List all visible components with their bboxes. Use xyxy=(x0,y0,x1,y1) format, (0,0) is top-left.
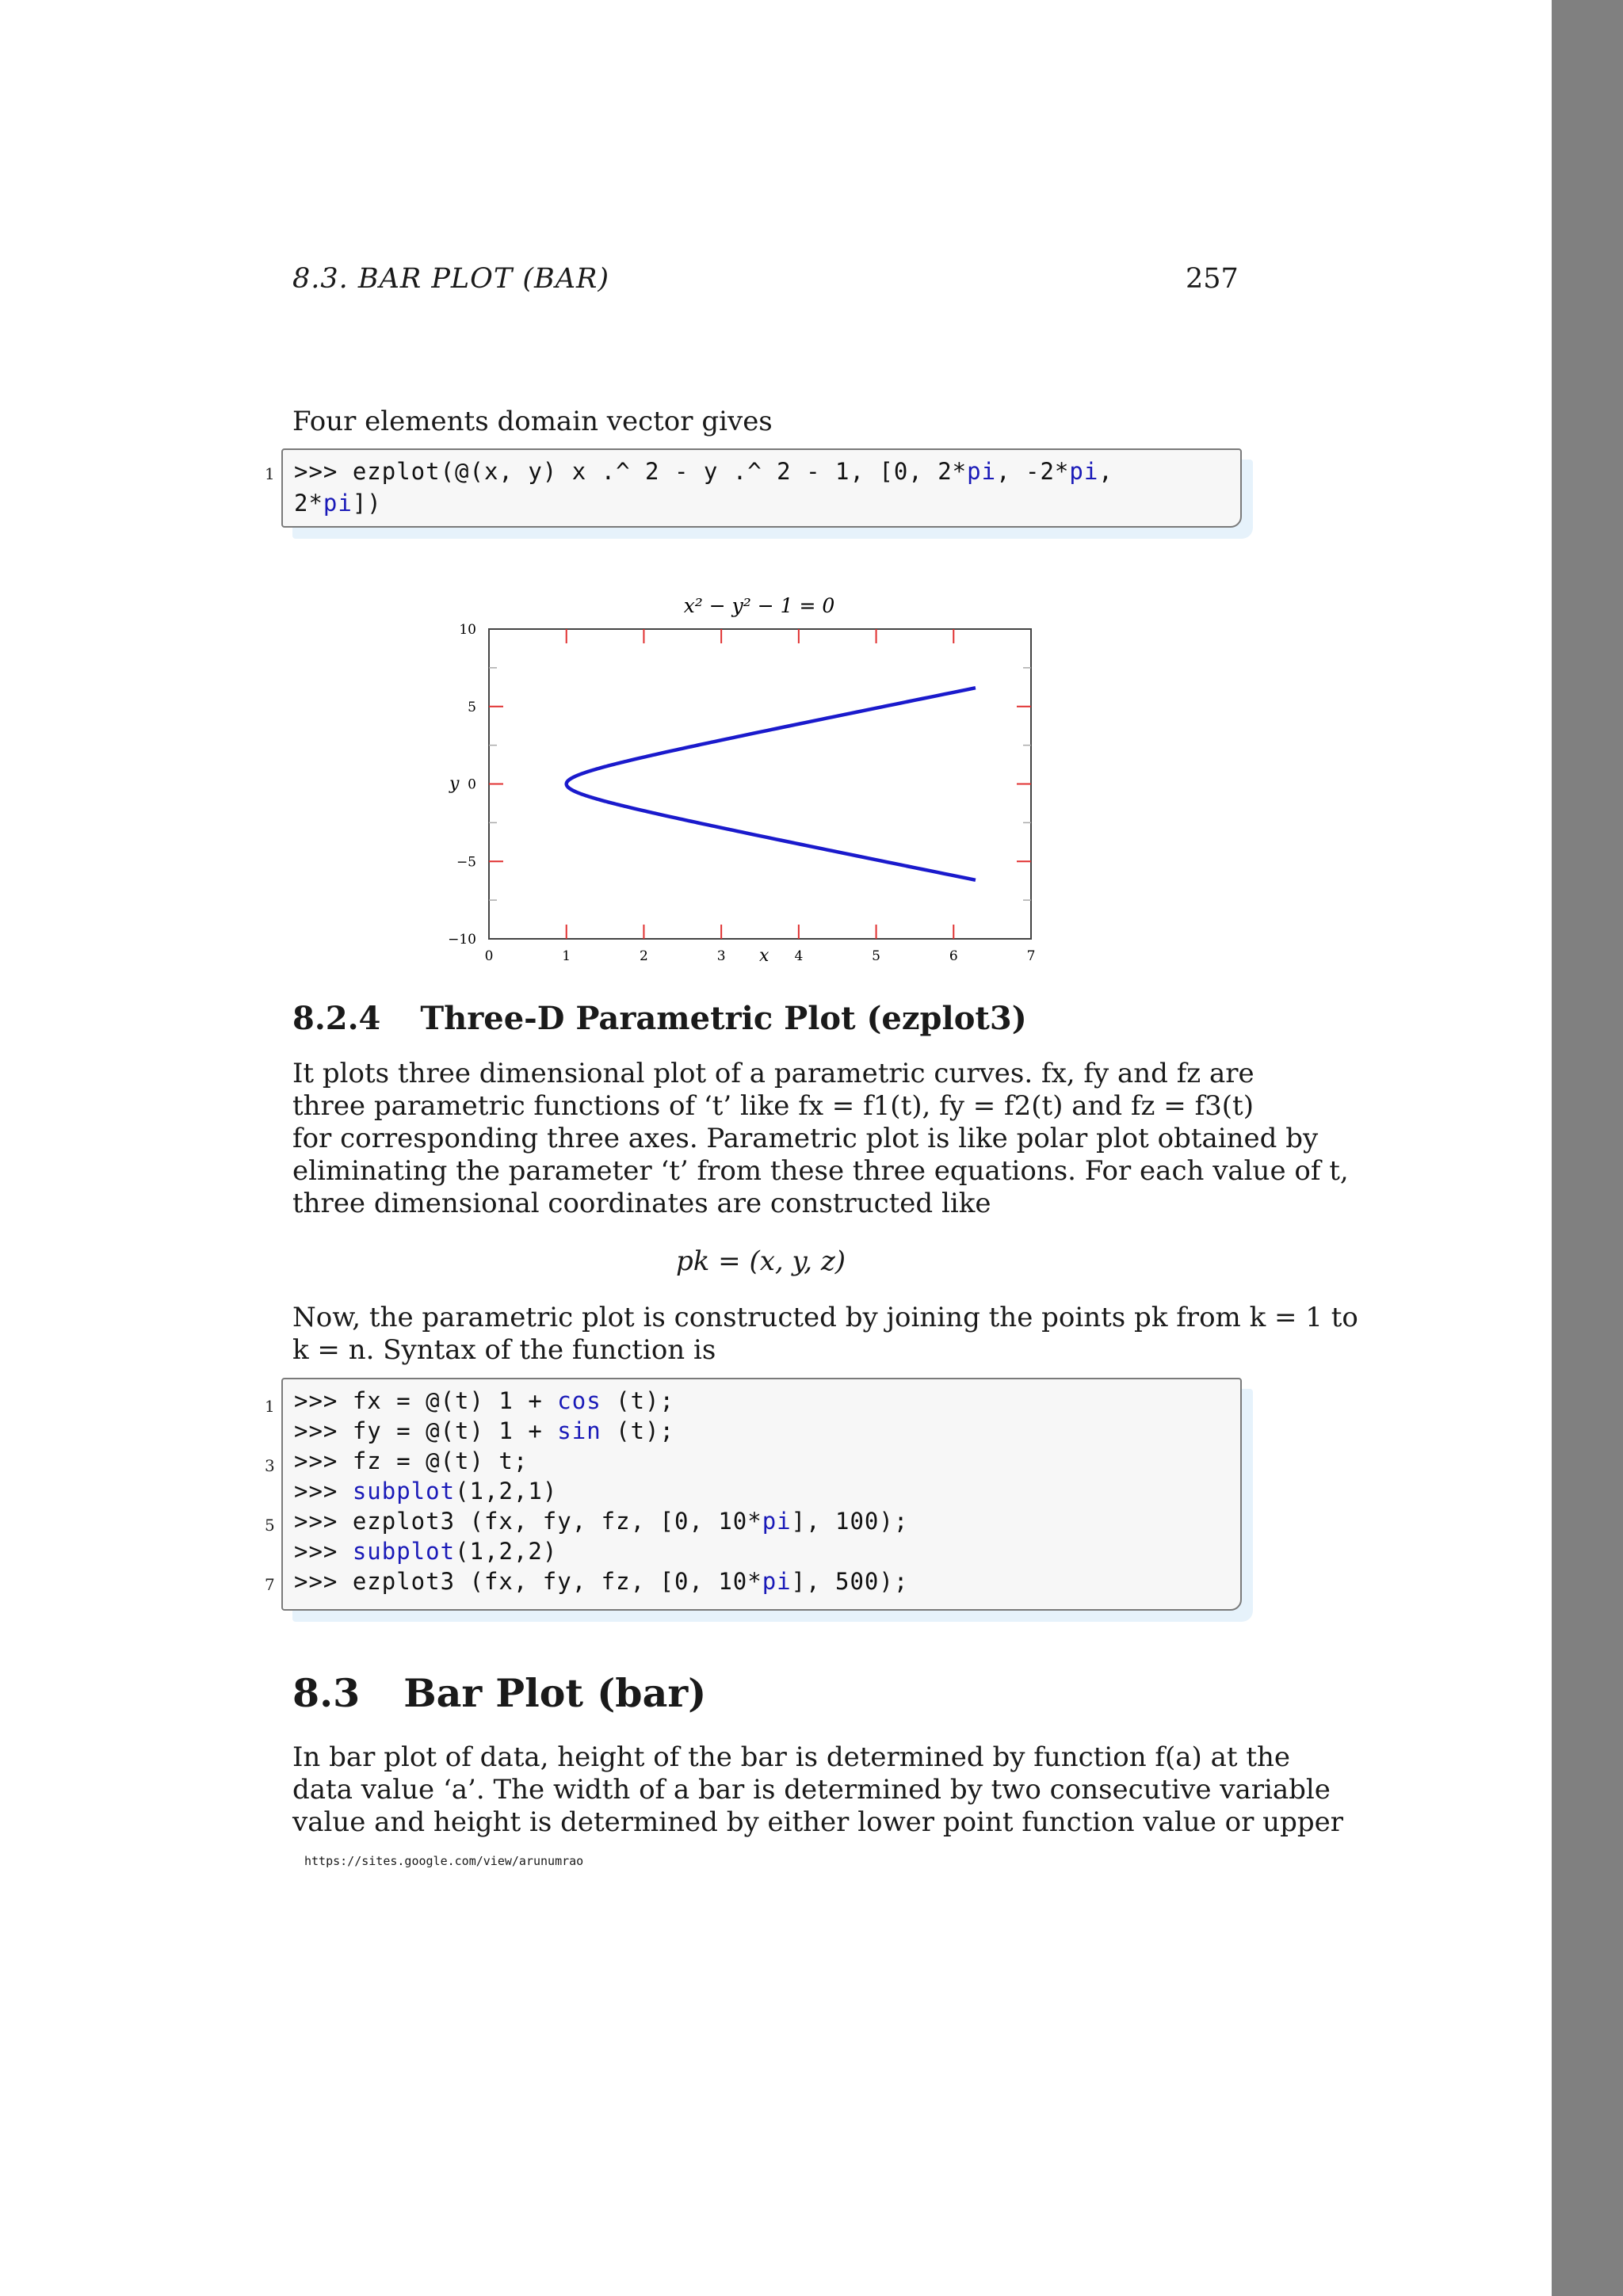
x-tick-label: 1 xyxy=(562,948,571,964)
code1-line-number: 1 xyxy=(265,464,275,483)
x-tick-label: 3 xyxy=(716,948,726,964)
y-tick-label: −5 xyxy=(456,854,476,871)
chart-title: x² − y² − 1 = 0 xyxy=(683,594,835,617)
x-tick-label: 5 xyxy=(872,948,880,964)
x-tick-label: 7 xyxy=(1026,948,1036,964)
section-824-paragraph-2: Now, the parametric plot is constructed by joining the points pk from k = 1 to k = n. Syntax of the function is xyxy=(292,1302,1358,1366)
hyperbola-chart xyxy=(428,582,1062,974)
code2-line-number-3: 3 xyxy=(265,1456,275,1475)
code1-line-1: >>> ezplot(@(x, y) x .^ 2 - y .^ 2 - 1, [0, 2*pi, -2*pi, xyxy=(294,458,1113,485)
code2-line-number-7: 7 xyxy=(265,1575,275,1594)
section-83-paragraph: In bar plot of data, height of the bar is determined by function f(a) at the data value ‘a’. The width of a bar is determined by two consecutive variable value and height is determined by either lower point function value or upper xyxy=(292,1741,1343,1838)
code2-line-number-1: 1 xyxy=(265,1397,275,1416)
code2-line-4: >>> subplot(1,2,1) xyxy=(294,1478,558,1505)
code2-line-1: >>> fx = @(t) 1 + cos (t); xyxy=(294,1387,674,1414)
footer-url[interactable]: https://sites.google.com/view/arunumrao xyxy=(304,1854,584,1868)
page-number: 257 xyxy=(1186,263,1239,295)
x-tick-label: 2 xyxy=(640,948,648,964)
y-tick-label: 0 xyxy=(468,776,476,793)
code-block-1 xyxy=(281,448,1242,528)
code2-line-6: >>> subplot(1,2,2) xyxy=(294,1538,558,1565)
code2-line-2: >>> fy = @(t) 1 + sin (t); xyxy=(294,1417,674,1444)
x-tick-label: 4 xyxy=(794,948,804,964)
equation-pk: pk = (x, y, z) xyxy=(675,1245,846,1277)
code2-line-number-5: 5 xyxy=(265,1516,275,1535)
scrollbar[interactable] xyxy=(1552,0,1623,2296)
x-axis-label: x xyxy=(759,946,769,966)
code2-line-5: >>> ezplot3 (fx, fy, fz, [0, 10*pi], 100); xyxy=(294,1508,909,1535)
y-tick-label: −10 xyxy=(448,932,476,948)
section-heading-824: 8.2.4 Three-D Parametric Plot (ezplot3) xyxy=(292,1000,1027,1037)
y-tick-label: 5 xyxy=(468,699,476,715)
running-header: 8.3. BAR PLOT (BAR) xyxy=(292,263,610,295)
section-824-paragraph-1: It plots three dimensional plot of a parametric curves. fx, fy and fz are three parametric functions of ‘t’ like fx = f1(t), fy = f2(t) and fz = f3(t) for corresponding three axes. Parametric plot is like polar plot obtained by eliminating the parameter ‘t’ from these three equations. For each value of t, three dimensional coordinates are constructed like xyxy=(292,1058,1349,1219)
y-axis-label: y xyxy=(449,774,460,794)
code-block-2 xyxy=(281,1378,1242,1611)
intro-text: Four elements domain vector gives xyxy=(292,406,773,437)
code2-line-7: >>> ezplot3 (fx, fy, fz, [0, 10*pi], 500); xyxy=(294,1568,909,1595)
plot-area xyxy=(489,629,1031,939)
x-tick-label: 0 xyxy=(484,948,494,964)
section-heading-83: 8.3 Bar Plot (bar) xyxy=(292,1670,707,1716)
code1-line-2: 2*pi]) xyxy=(294,490,382,517)
x-tick-label: 6 xyxy=(949,948,958,964)
code2-line-3: >>> fz = @(t) t; xyxy=(294,1447,529,1474)
y-tick-label: 10 xyxy=(459,622,476,638)
